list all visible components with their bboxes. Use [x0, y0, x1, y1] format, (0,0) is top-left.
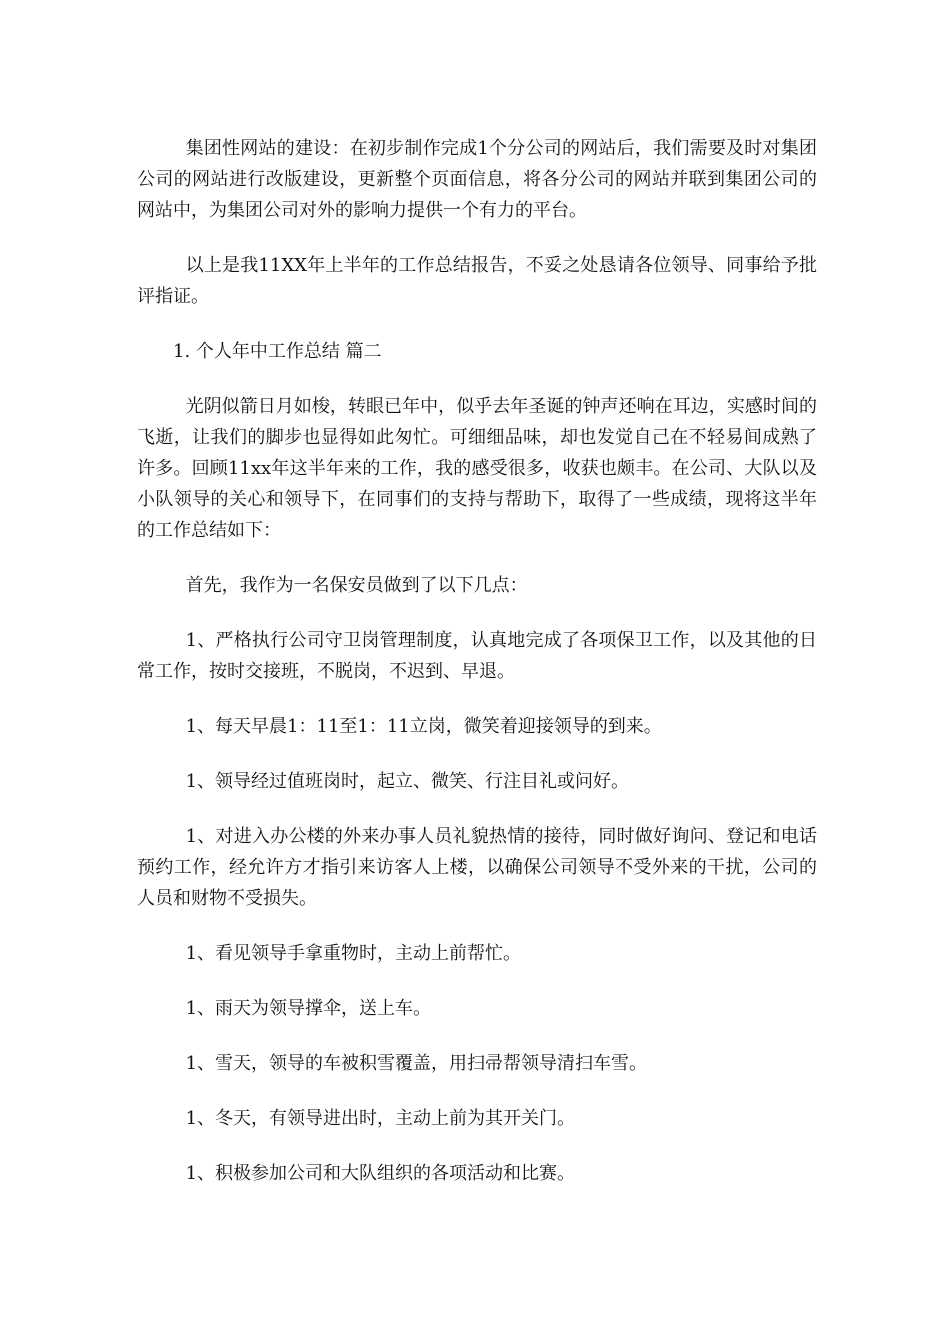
list-item: 1、雪天，领导的车被积雪覆盖，用扫帚帮领导清扫车雪。: [185, 1053, 648, 1074]
list-item: 1、看见领导手拿重物时，主动上前帮忙。: [185, 943, 522, 964]
paragraph-website-building: 集团性网站的建设：在初步制作完成1个分公司的网站后，我们需要及时对集团公司的网站进行改版建设，更新整个页面信息，将各分公司的网站并联到集团公司的网站中，为集团公司对外的影响力提供一个有力的平台。: [137, 138, 817, 221]
paragraph-intro: 光阴似箭日月如梭，转眼已年中，似乎去年圣诞的钟声还响在耳边，实感时间的飞逝，让我们的脚步也显得如此匆忙。可细细品味，却也发觉自己在不轻易间成熟了许多。回顾11xx年这半年来的工作，我的感受很多，收获也颇丰。在公司、大队以及小队领导的关心和领导下，在同事们的支持与帮助下，取得了一些成绩，现将这半年的工作总结如下：: [137, 396, 817, 541]
list-item: 1、严格执行公司守卫岗管理制度，认真地完成了各项保卫工作，以及其他的日常工作，按时交接班，不脱岗，不迟到、早退。: [137, 630, 817, 682]
list-item: 1、对进入办公楼的外来办事人员礼貌热情的接待，同时做好询问、登记和电话预约工作，经允许方才指引来访客人上楼，以确保公司领导不受外来的干扰，公司的人员和财物不受损失。: [137, 826, 817, 909]
document-body: [137, 133, 817, 1213]
section-heading: 1. 个人年中工作总结 篇二: [173, 341, 382, 362]
paragraph-report-closing: 以上是我11XX年上半年的工作总结报告，不妥之处恳请各位领导、同事给予批评指证。: [137, 255, 817, 307]
list-item: 1、领导经过值班岗时，起立、微笑、行注目礼或问好。: [185, 771, 630, 792]
list-item: 1、冬天，有领导进出时，主动上前为其开关门。: [185, 1108, 576, 1129]
list-item: 1、积极参加公司和大队组织的各项活动和比赛。: [185, 1163, 576, 1184]
list-item: 1、雨天为领导撑伞，送上车。: [185, 998, 432, 1019]
paragraph-first-points: 首先，我作为一名保安员做到了以下几点：: [185, 575, 528, 596]
list-item: 1、每天早晨1：11至1：11立岗，微笑着迎接领导的到来。: [185, 716, 662, 737]
